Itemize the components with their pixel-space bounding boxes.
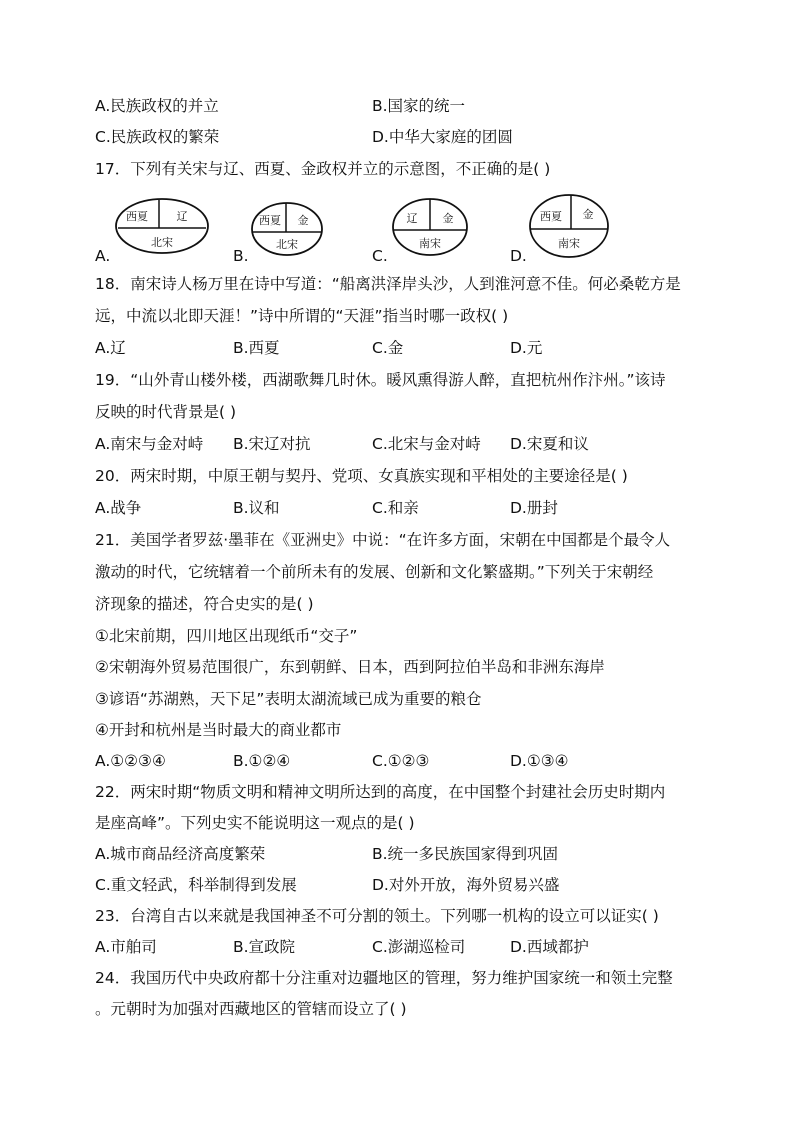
q23-option-c: C.澎湖巡检司 xyxy=(372,938,466,956)
q19-option-d: D.宋夏和议 xyxy=(510,435,589,453)
q18-option-c: C.金 xyxy=(372,339,404,357)
q21-statement-3: ③谚语“苏湖熟，天下足”表明太湖流域已成为重要的粮仓 xyxy=(95,690,482,708)
q16-option-a: A.民族政权的并立 xyxy=(95,97,219,115)
q21-statement-2: ②宋朝海外贸易范围很广，东到朝鲜、日本，西到阿拉伯半岛和非洲东海岸 xyxy=(95,658,605,676)
q19-option-a: A.南宋与金对峙 xyxy=(95,435,204,453)
q23-option-a: A.市舶司 xyxy=(95,938,157,956)
q23-option-d: D.西域都护 xyxy=(510,938,589,956)
q17-b-bottom: 北宋 xyxy=(276,238,298,251)
q24-stem-line-2: 。元朝时为加强对西藏地区的管辖而设立了( ) xyxy=(95,1000,407,1018)
q17-letter-a: A. xyxy=(95,247,111,265)
q21-stem-line-1: 21．美国学者罗兹·墨菲在《亚洲史》中说：“在许多方面，宋朝在中国都是个最令人 xyxy=(95,531,671,549)
q19-option-b: B.宋辽对抗 xyxy=(233,435,311,453)
q22-stem-line-2: 是座高峰”。下列史实不能说明这一观点的是( ) xyxy=(95,814,415,832)
q22-option-c: C.重文轻武，科举制得到发展 xyxy=(95,876,297,894)
q16-option-d: D.中华大家庭的团圆 xyxy=(372,128,513,146)
q17-d-top-left: 西夏 xyxy=(540,210,562,223)
q18-stem-line-1: 18．南宋诗人杨万里在诗中写道：“船离洪泽岸头沙，人到淮河意不佳。何必桑乾方是 xyxy=(95,275,681,293)
q17-d-top-right: 金 xyxy=(582,208,594,221)
q19-stem-line-1: 19．“山外青山楼外楼，西湖歌舞几时休。暖风熏得游人醉，直把杭州作汴州。”该诗 xyxy=(95,371,666,389)
q23-stem: 23．台湾自古以来就是我国神圣不可分割的领土。下列哪一机构的设立可以证实( ) xyxy=(95,907,659,925)
q17-diagram-d xyxy=(527,192,611,264)
q19-stem-line-2: 反映的时代背景是( ) xyxy=(95,403,237,421)
q23-option-b: B.宣政院 xyxy=(233,938,296,956)
q17-letter-d: D. xyxy=(510,247,527,265)
q22-option-a: A.城市商品经济高度繁荣 xyxy=(95,845,266,863)
q17-diagram-a xyxy=(113,196,211,260)
q17-a-top-right: 辽 xyxy=(176,210,188,223)
q18-option-d: D.元 xyxy=(510,339,543,357)
q17-letter-c: C. xyxy=(372,247,388,265)
q17-stem: 17．下列有关宋与辽、西夏、金政权并立的示意图，不正确的是( ) xyxy=(95,160,551,178)
q17-b-top-left: 西夏 xyxy=(259,214,281,227)
q21-option-b: B.①②④ xyxy=(233,752,291,770)
q19-option-c: C.北宋与金对峙 xyxy=(372,435,481,453)
q20-option-b: B.议和 xyxy=(233,499,280,517)
q17-diagram-c xyxy=(390,196,470,262)
q17-c-bottom: 南宋 xyxy=(419,237,441,250)
q21-statement-1: ①北宋前期，四川地区出现纸币“交子” xyxy=(95,627,358,645)
q20-stem: 20．两宋时期，中原王朝与契丹、党项、女真族实现和平相处的主要途径是( ) xyxy=(95,467,628,485)
q21-stem-line-2: 激动的时代，它统辖着一个前所未有的发展、创新和文化繁盛期。”下列关于宋朝经 xyxy=(95,563,654,581)
q17-c-top-right: 金 xyxy=(442,212,454,225)
q17-b-top-right: 金 xyxy=(297,214,309,227)
q21-option-d: D.①③④ xyxy=(510,752,569,770)
q22-option-b: B.统一多民族国家得到巩固 xyxy=(372,845,559,863)
q22-stem-line-1: 22．两宋时期“物质文明和精神文明所达到的高度，在中国整个封建社会历史时期内 xyxy=(95,783,666,801)
q16-option-b: B.国家的统一 xyxy=(372,97,466,115)
q18-option-a: A.辽 xyxy=(95,339,126,357)
q21-stem-line-3: 济现象的描述，符合史实的是( ) xyxy=(95,595,314,613)
q24-stem-line-1: 24．我国历代中央政府都十分注重对边疆地区的管理，努力维护国家统一和领土完整 xyxy=(95,969,673,987)
q22-option-d: D.对外开放，海外贸易兴盛 xyxy=(372,876,560,894)
q18-option-b: B.西夏 xyxy=(233,339,280,357)
q20-option-a: A.战争 xyxy=(95,499,142,517)
q17-letter-b: B. xyxy=(233,247,249,265)
q21-option-a: A.①②③④ xyxy=(95,752,166,770)
q17-a-bottom: 北宋 xyxy=(151,236,173,249)
q17-c-top-left: 辽 xyxy=(406,212,418,225)
q17-diagram-b xyxy=(249,200,325,262)
q16-option-c: C.民族政权的繁荣 xyxy=(95,128,220,146)
q21-option-c: C.①②③ xyxy=(372,752,430,770)
q21-statement-4: ④开封和杭州是当时最大的商业都市 xyxy=(95,721,342,739)
q17-a-top-left: 西夏 xyxy=(126,210,148,223)
q20-option-c: C.和亲 xyxy=(372,499,419,517)
q20-option-d: D.册封 xyxy=(510,499,558,517)
q17-d-bottom: 南宋 xyxy=(558,237,580,250)
q18-stem-line-2: 远，中流以北即天涯！”诗中所谓的“天涯”指当时哪一政权( ) xyxy=(95,307,509,325)
